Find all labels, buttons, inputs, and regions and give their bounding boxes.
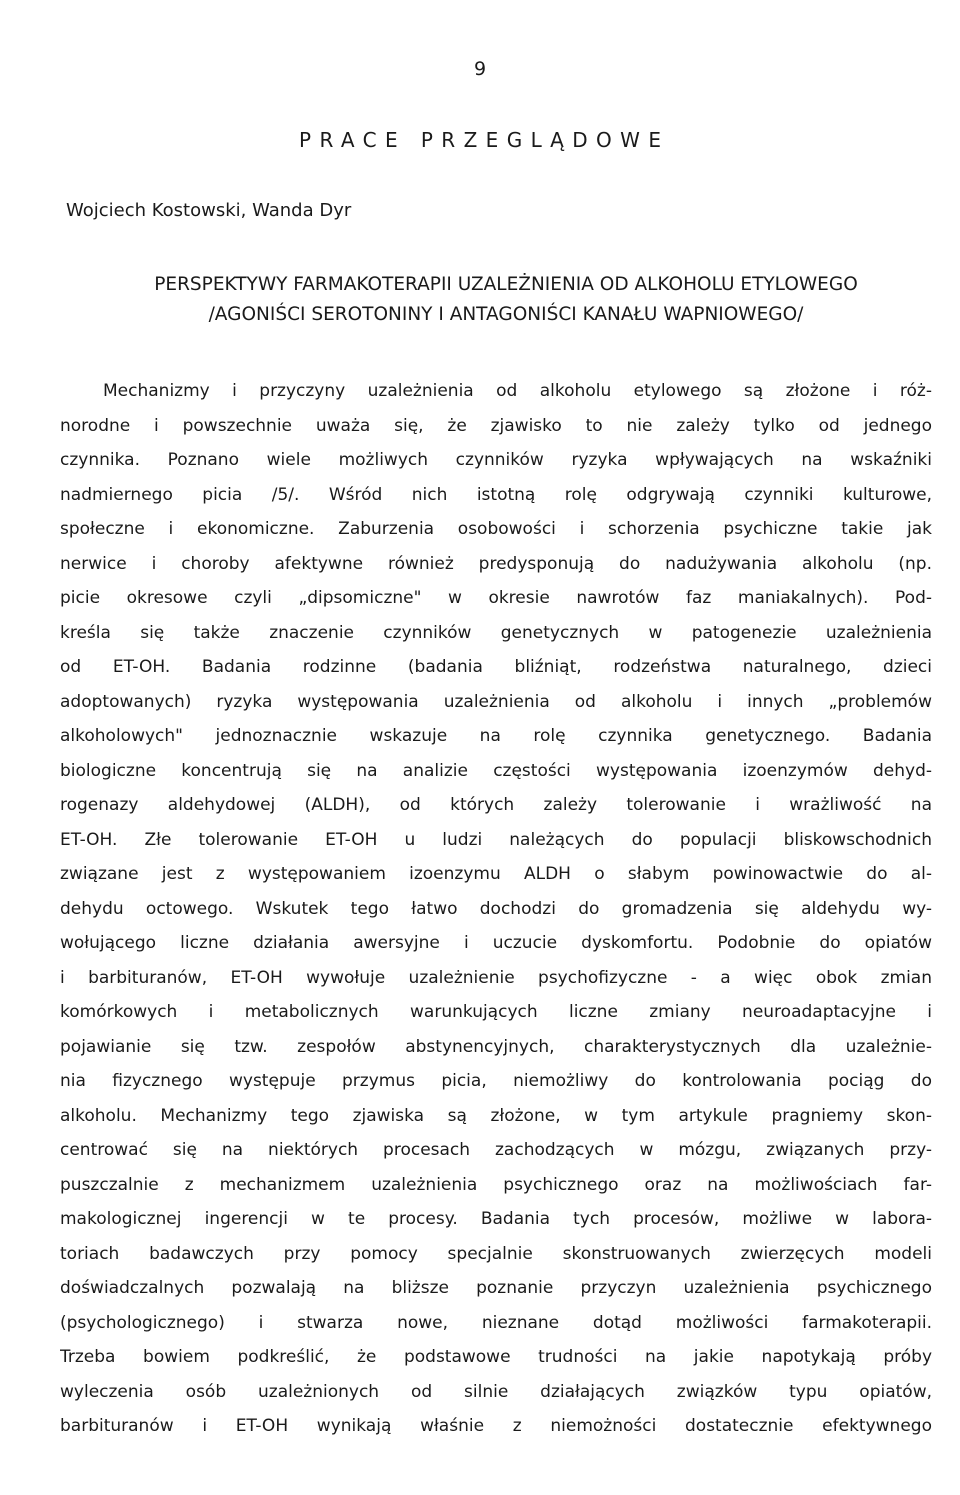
article-title-line-1: PERSPEKTYWY FARMAKOTERAPII UZALEŻNIENIA OD ALKOHOLU ETYLOWEGO xyxy=(154,274,858,295)
body-line: czynnika. Poznano wiele możliwych czynników ryzyka wpływających na wskaźniki xyxy=(60,450,932,470)
body-line: związane jest z występowaniem izoenzymu ALDH o słabym powinowactwie do al- xyxy=(60,864,932,884)
body-line: toriach badawczych przy pomocy specjalnie skonstruowanych zwierzęcych modeli xyxy=(60,1243,932,1264)
body-line: i barbituranów, ET-OH wywołuje uzależnienie psychofizyczne - a więc obok zmian xyxy=(60,967,932,988)
body-line: centrować się na niektórych procesach zachodzących w mózgu, związanych przy- xyxy=(60,1140,932,1160)
body-line: społeczne i ekonomiczne. Zaburzenia osobowości i schorzenia psychiczne takie jak xyxy=(60,519,932,539)
body-line: kreśla się także znaczenie czynników genetycznych w patogenezie uzależnienia xyxy=(60,622,932,643)
section-header: PRACE PRZEGLĄDOWE xyxy=(298,128,670,152)
body-line: alkoholowych" jednoznacznie wskazuje na rolę czynnika genetycznego. Badania xyxy=(60,726,932,746)
body-line: alkoholu. Mechanizmy tego zjawiska są złożone, w tym artykule pragniemy skon- xyxy=(60,1105,932,1126)
body-line: puszczalnie z mechanizmem uzależnienia psychicznego oraz na możliwościach far- xyxy=(60,1174,932,1195)
body-line: wyleczenia osób uzależnionych od silnie działających związków typu opiatów, xyxy=(60,1381,932,1402)
body-line: dehydu octowego. Wskutek tego łatwo dochodzi do gromadzenia się aldehydu wy- xyxy=(60,898,932,919)
body-line: komórkowych i metabolicznych warunkujących liczne zmiany neuroadaptacyjne i xyxy=(60,1002,932,1022)
body-line: norodne i powszechnie uważa się, że zjawisko to nie zależy tylko od jednego xyxy=(60,415,932,436)
body-line: doświadczalnych pozwalają na bliższe poznanie przyczyn uzależnienia psychicznego xyxy=(60,1278,932,1298)
body-line: wołującego liczne działania awersyjne i uczucie dyskomfortu. Podobnie do opiatów xyxy=(60,933,932,953)
body-line: picie okresowe czyli „dipsomiczne" w okresie nawrotów faz maniakalnych). Pod- xyxy=(60,588,932,608)
body-line: adoptowanych) ryzyka występowania uzależnienia od alkoholu i innych „problemów xyxy=(60,691,932,712)
body-line: rogenazy aldehydowej (ALDH), od których zależy tolerowanie i wrażliwość na xyxy=(60,795,932,815)
page-number: 9 xyxy=(473,58,487,80)
body-line: ET-OH. Złe tolerowanie ET-OH u ludzi należących do populacji bliskowschodnich xyxy=(60,829,932,850)
body-line: od ET-OH. Badania rodzinne (badania bliźniąt, rodzeństwa naturalnego, dzieci xyxy=(60,657,932,677)
body-line: nia fizycznego występuje przymus picia, niemożliwy do kontrolowania pociąg do xyxy=(60,1071,932,1091)
body-text xyxy=(60,374,932,1444)
body-line: pojawianie się tzw. zespołów abstynencyjnych, charakterystycznych dla uzależnie- xyxy=(60,1036,932,1057)
body-line: Trzeba bowiem podkreślić, że podstawowe trudności na jakie napotykają próby xyxy=(60,1347,932,1367)
body-line: Mechanizmy i przyczyny uzależnienia od alkoholu etylowego są złożone i róż- xyxy=(103,381,932,401)
body-line: barbituranów i ET-OH wynikają właśnie z niemożności dostatecznie efektywnego xyxy=(60,1416,932,1436)
body-line: makologicznej ingerencji w te procesy. Badania tych procesów, możliwe w labora- xyxy=(60,1209,932,1229)
body-line: nadmiernego picia /5/. Wśród nich istotną rolę odgrywają czynniki kulturowe, xyxy=(60,484,932,505)
body-line: biologiczne koncentrują się na analizie częstości występowania izoenzymów dehyd- xyxy=(60,760,932,781)
authors: Wojciech Kostowski, Wanda Dyr xyxy=(66,200,352,221)
body-line: (psychologicznego) i stwarza nowe, nieznane dotąd możliwości farmakoterapii. xyxy=(60,1312,932,1333)
article-title xyxy=(66,270,946,330)
article-title-line-2: /AGONIŚCI SEROTONINY I ANTAGONIŚCI KANAŁU WAPNIOWEGO/ xyxy=(208,304,804,325)
body-line: nerwice i choroby afektywne również predysponują do nadużywania alkoholu (np. xyxy=(60,553,932,574)
